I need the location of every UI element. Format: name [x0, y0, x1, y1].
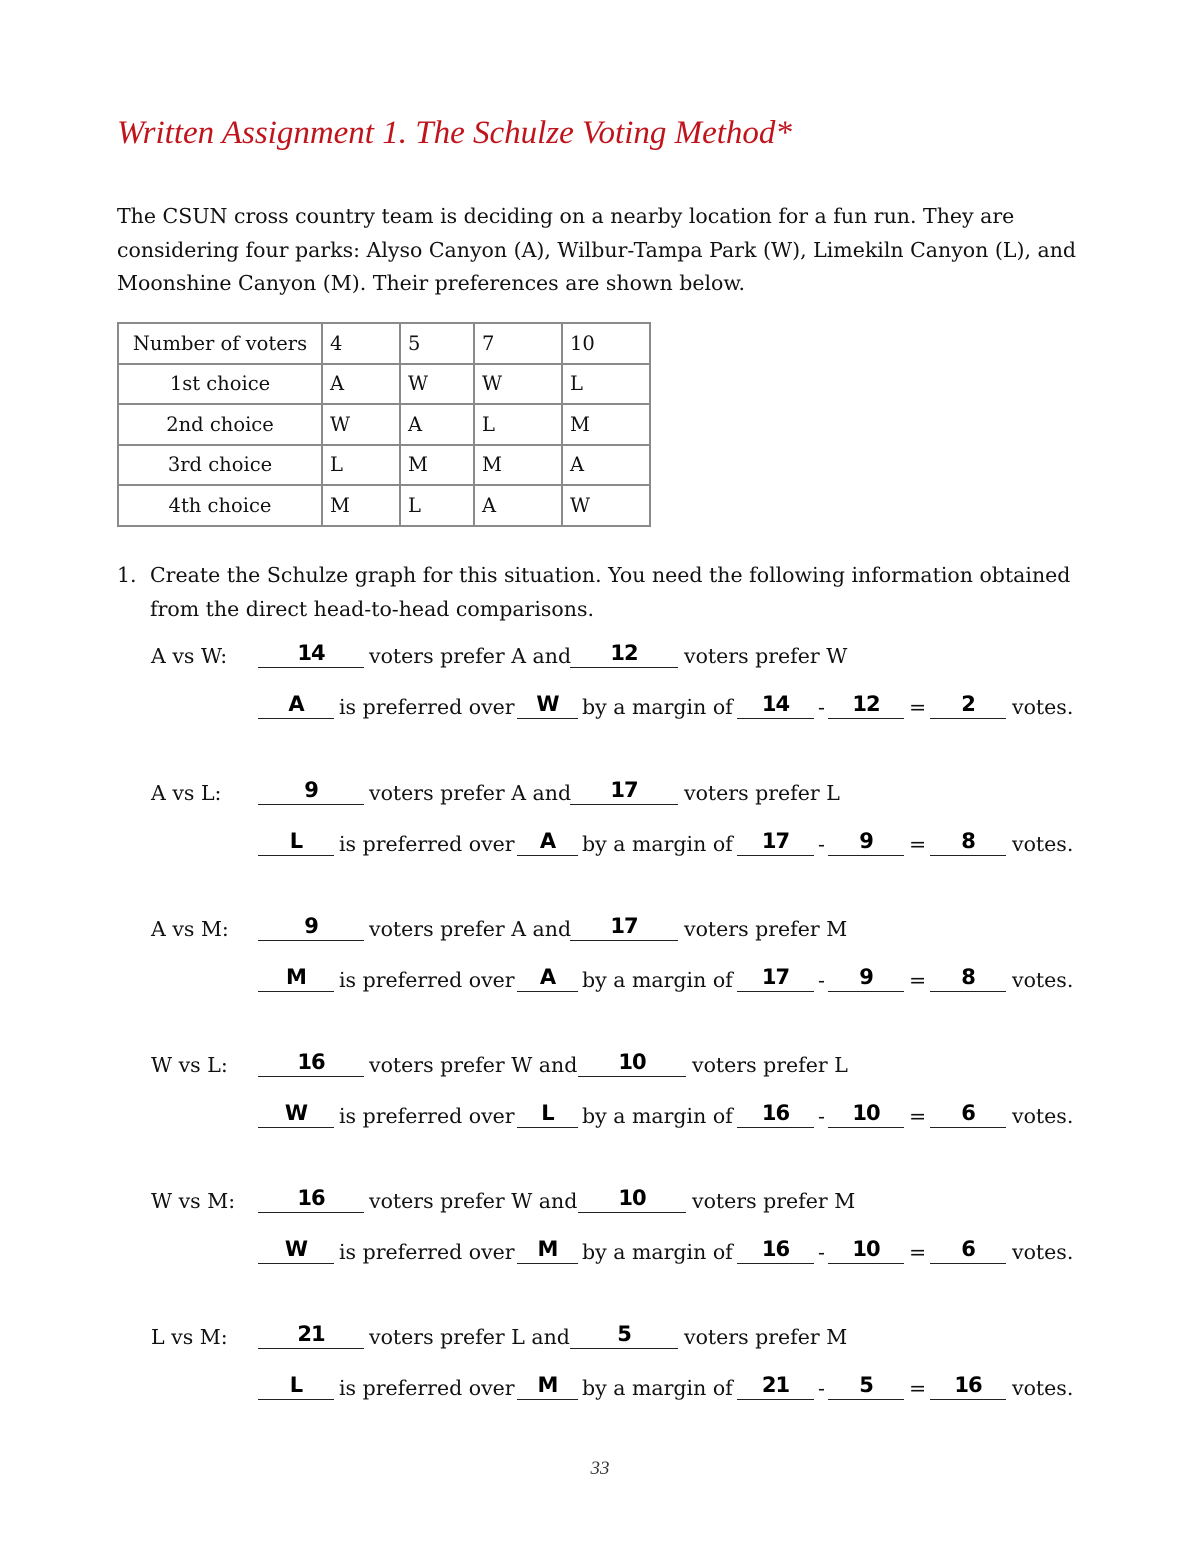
- comparison-mid-text: voters prefer A and: [369, 781, 572, 805]
- votes-text: votes.: [1012, 1240, 1074, 1264]
- margin-second-blank[interactable]: 12: [828, 690, 904, 719]
- count-second-blank[interactable]: 10: [578, 1184, 686, 1213]
- equals-sign: =: [909, 968, 927, 992]
- table-cell: 10: [562, 323, 650, 364]
- margin-first-blank[interactable]: 16: [737, 1235, 814, 1264]
- count-first-blank[interactable]: 16: [258, 1184, 364, 1213]
- page-number: 33: [590, 1458, 610, 1479]
- winner-blank[interactable]: A: [258, 690, 334, 719]
- margin-second-blank[interactable]: 10: [828, 1235, 904, 1264]
- table-cell: W: [400, 364, 474, 405]
- margin-second-blank[interactable]: 10: [828, 1099, 904, 1128]
- margin-first-blank[interactable]: 21: [737, 1371, 814, 1400]
- margin-text: by a margin of: [582, 832, 733, 856]
- winner-blank[interactable]: W: [258, 1099, 334, 1128]
- margin-first-blank[interactable]: 17: [737, 963, 814, 992]
- preferred-over-text: is preferred over: [339, 1376, 515, 1400]
- table-cell: M: [400, 445, 474, 486]
- comparison-mid-text: voters prefer A and: [369, 644, 572, 668]
- comparison-mid-text: voters prefer L and: [369, 1325, 570, 1349]
- margin-first-blank[interactable]: 14: [737, 690, 814, 719]
- margin-text: by a margin of: [582, 695, 733, 719]
- margin-second-blank[interactable]: 9: [828, 827, 904, 856]
- table-cell: 5: [400, 323, 474, 364]
- table-cell: 4: [322, 323, 400, 364]
- count-second-blank[interactable]: 17: [570, 776, 678, 805]
- minus-sign: -: [818, 1104, 825, 1128]
- count-first-blank[interactable]: 9: [258, 776, 364, 805]
- table-row: [118, 404, 650, 445]
- loser-blank[interactable]: A: [517, 827, 578, 856]
- margin-first-blank[interactable]: 16: [737, 1099, 814, 1128]
- count-second-blank[interactable]: 12: [570, 639, 678, 668]
- votes-text: votes.: [1012, 695, 1074, 719]
- votes-text: votes.: [1012, 832, 1074, 856]
- intro-paragraph: The CSUN cross country team is deciding on a nearby location for a fun run. They are considering four parks: Alyso Canyon (A), Wilbur-Tampa Park (W), Limekiln Canyon (L), and Moonshine Canyon (M). Their preferences are shown below.: [117, 204, 1077, 295]
- loser-blank[interactable]: M: [517, 1235, 578, 1264]
- loser-blank[interactable]: L: [517, 1099, 578, 1128]
- margin-text: by a margin of: [582, 1104, 733, 1128]
- count-first-blank[interactable]: 21: [258, 1320, 364, 1349]
- winner-blank[interactable]: L: [258, 827, 334, 856]
- minus-sign: -: [818, 968, 825, 992]
- equals-sign: =: [909, 832, 927, 856]
- votes-text: votes.: [1012, 1104, 1074, 1128]
- equals-sign: =: [909, 1376, 927, 1400]
- equals-sign: =: [909, 1240, 927, 1264]
- preferred-over-text: is preferred over: [339, 695, 515, 719]
- margin-result-blank[interactable]: 8: [930, 827, 1006, 856]
- votes-text: votes.: [1012, 1376, 1074, 1400]
- table-row: [118, 323, 650, 364]
- table-cell: L: [322, 445, 400, 486]
- count-first-blank[interactable]: 14: [258, 639, 364, 668]
- table-cell: A: [322, 364, 400, 405]
- table-cell: A: [562, 445, 650, 486]
- table-cell: 1st choice: [118, 364, 322, 405]
- table-row: [118, 364, 650, 405]
- comparison-label: A vs W:: [151, 644, 228, 668]
- winner-blank[interactable]: L: [258, 1371, 334, 1400]
- margin-second-blank[interactable]: 5: [828, 1371, 904, 1400]
- minus-sign: -: [818, 695, 825, 719]
- loser-blank[interactable]: M: [517, 1371, 578, 1400]
- margin-text: by a margin of: [582, 1376, 733, 1400]
- comparison-label: A vs M:: [151, 917, 229, 941]
- loser-blank[interactable]: W: [517, 690, 578, 719]
- winner-blank[interactable]: M: [258, 963, 334, 992]
- count-first-blank[interactable]: 9: [258, 912, 364, 941]
- minus-sign: -: [818, 1376, 825, 1400]
- count-first-blank[interactable]: 16: [258, 1048, 364, 1077]
- comparison-end-text: voters prefer M: [684, 917, 848, 941]
- margin-result-blank[interactable]: 6: [930, 1235, 1006, 1264]
- margin-result-blank[interactable]: 8: [930, 963, 1006, 992]
- preference-table: [117, 322, 651, 527]
- margin-first-blank[interactable]: 17: [737, 827, 814, 856]
- table-cell: L: [400, 485, 474, 526]
- comparison-end-text: voters prefer L: [684, 781, 840, 805]
- count-second-blank[interactable]: 10: [578, 1048, 686, 1077]
- table-cell: A: [400, 404, 474, 445]
- count-second-blank[interactable]: 17: [570, 912, 678, 941]
- comparison-mid-text: voters prefer W and: [369, 1053, 578, 1077]
- margin-text: by a margin of: [582, 1240, 733, 1264]
- margin-second-blank[interactable]: 9: [828, 963, 904, 992]
- table-cell: 3rd choice: [118, 445, 322, 486]
- margin-result-blank[interactable]: 6: [930, 1099, 1006, 1128]
- table-cell: W: [562, 485, 650, 526]
- count-second-blank[interactable]: 5: [570, 1320, 678, 1349]
- comparison-mid-text: voters prefer W and: [369, 1189, 578, 1213]
- page-title: Written Assignment 1. The Schulze Voting Method*: [117, 115, 792, 151]
- table-cell: M: [562, 404, 650, 445]
- preferred-over-text: is preferred over: [339, 1104, 515, 1128]
- equals-sign: =: [909, 1104, 927, 1128]
- comparison-end-text: voters prefer W: [684, 644, 848, 668]
- equals-sign: =: [909, 695, 927, 719]
- preferred-over-text: is preferred over: [339, 968, 515, 992]
- table-cell: M: [322, 485, 400, 526]
- table-cell: 7: [474, 323, 562, 364]
- comparison-end-text: voters prefer L: [692, 1053, 848, 1077]
- loser-blank[interactable]: A: [517, 963, 578, 992]
- table-cell: Number of voters: [118, 323, 322, 364]
- margin-result-blank[interactable]: 2: [930, 690, 1006, 719]
- question-number: 1.: [117, 563, 137, 587]
- table-cell: M: [474, 445, 562, 486]
- table-cell: 2nd choice: [118, 404, 322, 445]
- comparison-label: W vs M:: [151, 1189, 236, 1213]
- margin-text: by a margin of: [582, 968, 733, 992]
- preferred-over-text: is preferred over: [339, 1240, 515, 1264]
- table-cell: W: [322, 404, 400, 445]
- table-cell: L: [562, 364, 650, 405]
- comparison-label: A vs L:: [151, 781, 222, 805]
- comparison-mid-text: voters prefer A and: [369, 917, 572, 941]
- comparison-end-text: voters prefer M: [684, 1325, 848, 1349]
- table-row: [118, 445, 650, 486]
- winner-blank[interactable]: W: [258, 1235, 334, 1264]
- comparison-label: L vs M:: [151, 1325, 228, 1349]
- minus-sign: -: [818, 832, 825, 856]
- margin-result-blank[interactable]: 16: [930, 1371, 1006, 1400]
- table-cell: L: [474, 404, 562, 445]
- comparison-label: W vs L:: [151, 1053, 228, 1077]
- table-cell: 4th choice: [118, 485, 322, 526]
- votes-text: votes.: [1012, 968, 1074, 992]
- minus-sign: -: [818, 1240, 825, 1264]
- comparison-end-text: voters prefer M: [692, 1189, 856, 1213]
- question-text: Create the Schulze graph for this situation. You need the following information obtained from the direct head-to-head comparisons.: [150, 563, 1071, 621]
- table-cell: A: [474, 485, 562, 526]
- preferred-over-text: is preferred over: [339, 832, 515, 856]
- table-cell: W: [474, 364, 562, 405]
- table-row: [118, 485, 650, 526]
